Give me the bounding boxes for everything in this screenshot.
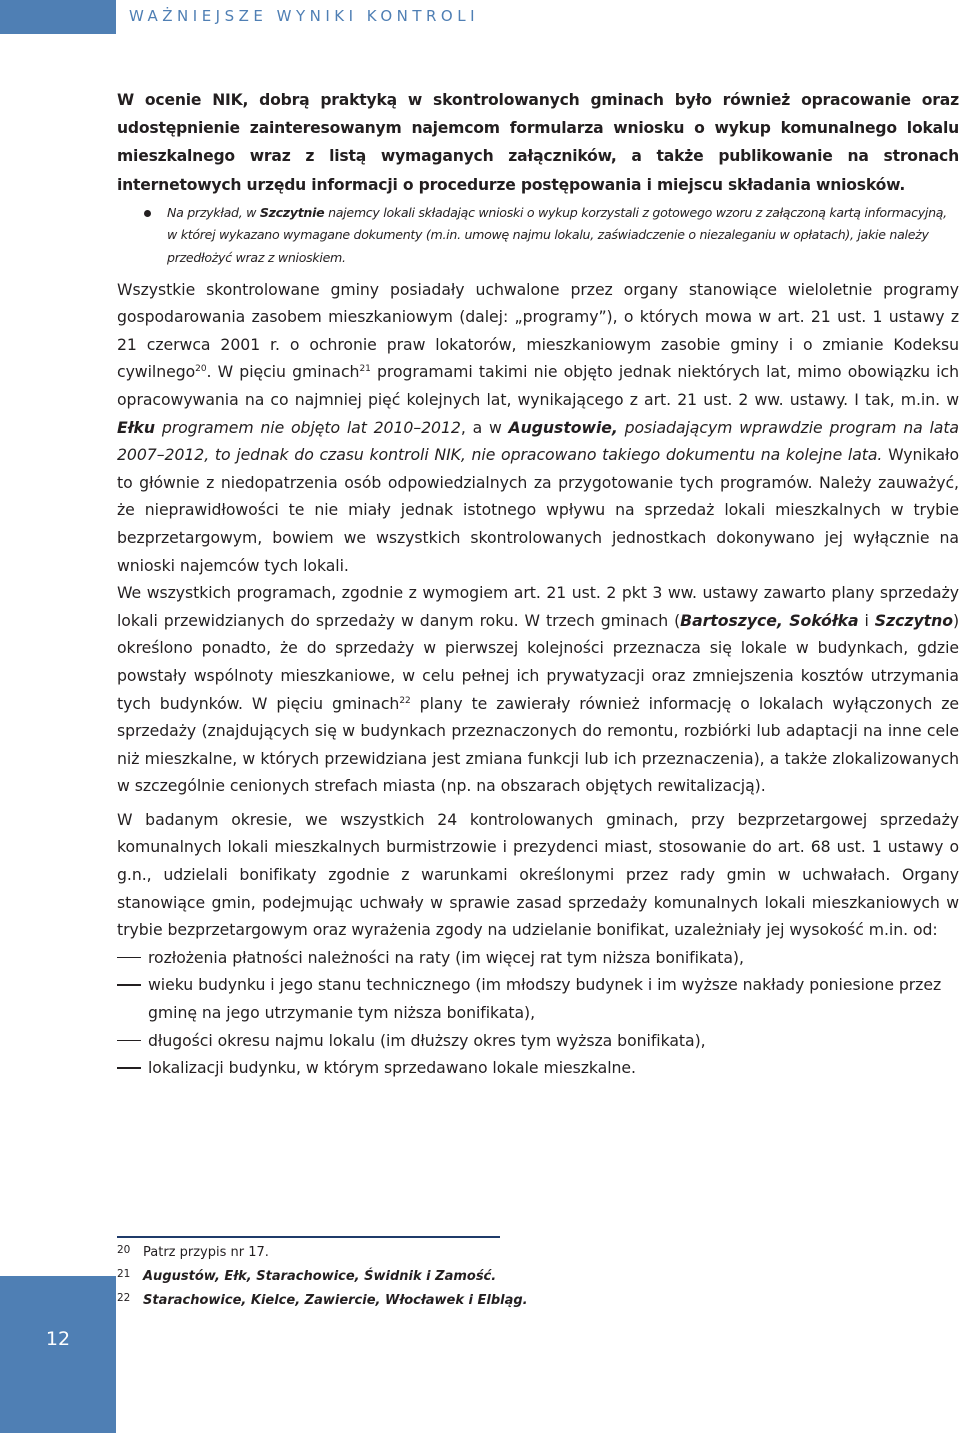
bullet-city: Szczytnie	[259, 204, 325, 220]
lead-paragraph: W ocenie NIK, dobrą praktyką w skontrolowanych gminach było również opracowanie oraz udostępnienie zainteresowanym najemcom formularza wniosku o wykup komunalnego lokalu mieszkalnego wraz z listą wymaganych załączników, a także publikowanie na stronach internetowych urzędu informacji o procedurze postępowania i miejscu składania wniosków.	[117, 91, 959, 194]
footnote-number: 22	[117, 1292, 131, 1304]
footnote-text: Patrz przypis nr 17.	[143, 1245, 269, 1260]
footnote-divider	[117, 1236, 500, 1238]
dash-icon	[117, 1040, 141, 1042]
sales-text-conj: i	[858, 610, 875, 630]
programs-text-f: posiadającym wprawdzie program na lata 2007–2012, to jednak do czasu kontroli NIK, nie opracowano takiego dokumentu na kolejne lata.	[117, 417, 959, 465]
footnote-ref-22[interactable]: 22	[399, 695, 411, 706]
cities-bartoszyce-sokolka: Bartoszyce, Sokółka	[680, 610, 859, 630]
footnote-number: 21	[117, 1268, 131, 1280]
dash-item-text: wieku budynku i jego stanu technicznego (im młodszy budynek i im wyższe nakłady poniesione przez gminę na jego utrzymanie tym niższa bonifikata),	[148, 975, 942, 1023]
section-title: WAŻNIEJSZE WYNIKI KONTROLI	[129, 7, 480, 25]
sales-text-b: ) określono ponadto, że do sprzedaży w pierwszej kolejności przeznacza się lokale w budynkach, gdzie powstały wspólnoty mieszkaniowe, w celu pełnej ich prywatyzacji oraz zmniejszenia kosztów utrzymania tych budynków. W pięciu gminach	[117, 610, 960, 713]
page-number: 12	[45, 1328, 71, 1350]
dash-item-text: długości okresu najmu lokalu (im dłuższy okres tym wyższa bonifikata),	[148, 1030, 706, 1050]
dash-item-text: rozłożenia płatności należności na raty (im więcej rat tym niższa bonifikata),	[148, 947, 744, 967]
dash-icon	[117, 984, 141, 986]
discounts-paragraph: W badanym okresie, we wszystkich 24 kontrolowanych gminach, przy bezprzetargowej sprzedaży komunalnych lokali mieszkalnych burmistrzowie i prezydenci miast, stosowanie do art. 68 ust. 1 ustawy o g.n., udzielali bonifikaty zgodnie z warunkami określonymi przez rady gmin w uchwałach. Organy stanowiące gmin, podejmując uchwały w sprawie zasad sprzedaży komunalnych lokali mieszkaniowych w trybie bezprzetargowym oraz wyrażenia zgody na udzielanie bonifikat, uzależniały jej wysokość m.in. od:	[117, 809, 959, 940]
bullet-text-pre: Na przykład, w	[167, 204, 260, 220]
example-bullet	[117, 202, 959, 270]
footnote-text: Augustów, Ełk, Starachowice, Świdnik i Zamość.	[143, 1269, 497, 1284]
city-augustow: Augustowie,	[508, 417, 618, 437]
programs-text-e: , a w	[460, 417, 509, 437]
header-color-block	[0, 0, 116, 34]
footnote-number: 20	[117, 1244, 131, 1256]
programs-text-a: Wszystkie skontrolowane gminy posiadały uchwalone przez organy stanowiące wieloletnie programy gospodarowania zasobem mieszkaniowym (dalej: „programy”), o których mowa w art. 21 ust. 1 ustawy z 21 czerwca 2001 r. o ochronie praw lokatorów, mieszkaniowym zasobie gminy i o zmianie Kodeksu cywilnego	[117, 279, 959, 382]
city-szczytno: Szczytno	[874, 610, 953, 630]
sales-text-c: plany te zawierały również informację o lokalach wyłączonych ze sprzedaży (znajdujących się w budynkach przeznaczonych do remontu, rozbiórki lub adaptacji na inne cele niż mieszkalne, w których przewidziana jest zmiana funkcji lub ich przeznaczenia), a także zlokalizowanych w szczególnie cenionych strefach miasta (np. na obszarach objętych rewitalizacją).	[117, 693, 959, 796]
programs-text-b: . W pięciu gminach	[206, 362, 360, 382]
programs-text-d: programem nie objęto lat 2010–2012	[155, 417, 461, 437]
main-content	[117, 86, 959, 1082]
footnote-text: Starachowice, Kielce, Zawiercie, Włocławek i Elbląg.	[143, 1293, 528, 1308]
programs-text-g: Wynikało to głównie z niedopatrzenia osób odpowiedzialnych za przygotowanie tych programów. Należy zauważyć, że nieprawidłowości te nie miały jednak istotnego wpływu na sprzedaż lokali mieszkalnych w trybie bezprzetargowym, bowiem we wszystkich skontrolowanych jednostkach dokonywano jej wyłącznie na wnioski najemców tych lokali.	[117, 445, 959, 575]
programs-paragraph	[117, 276, 959, 580]
dash-item-location	[117, 1054, 959, 1082]
page-number-block	[0, 1276, 116, 1433]
dash-item-installments	[117, 944, 959, 972]
dash-item-text: lokalizacji budynku, w którym sprzedawano lokale mieszkalne.	[148, 1058, 636, 1078]
city-elk: Ełku	[117, 417, 156, 437]
bullet-dot-icon	[144, 210, 151, 217]
bullet-text-post: najemcy lokali składając wnioski o wykup korzystali z gotowego wzoru z załączoną kartą informacyjną, w której wykazano wymagane dokumenty (m.in. umowę najmu lokalu, zaświadczenie o niezaleganiu w opłatach), jakie należy przedłożyć wraz z wnioskiem.	[167, 204, 947, 265]
dash-item-lease-length	[117, 1027, 959, 1055]
sales-text-a: We wszystkich programach, zgodnie z wymogiem art. 21 ust. 2 pkt 3 ww. ustawy zawarto plany sprzedaży lokali przewidzianych do sprzedaży w danym roku. W trzech gminach (	[117, 583, 959, 630]
programs-text-c: programami takimi nie objęto jednak niektórych lat, mimo obowiązku ich opracowywania na co najmniej pięć kolejnych lat, wynikającego z art. 21 ust. 2 ww. ustawy. I tak, m.in. w	[117, 362, 959, 409]
footnote-ref-21[interactable]: 21	[359, 364, 371, 375]
dash-item-building-age	[117, 971, 959, 1026]
sales-plans-paragraph	[117, 579, 959, 800]
dash-icon	[117, 957, 141, 959]
dash-icon	[117, 1067, 141, 1069]
footnote-ref-20[interactable]: 20	[195, 364, 207, 375]
